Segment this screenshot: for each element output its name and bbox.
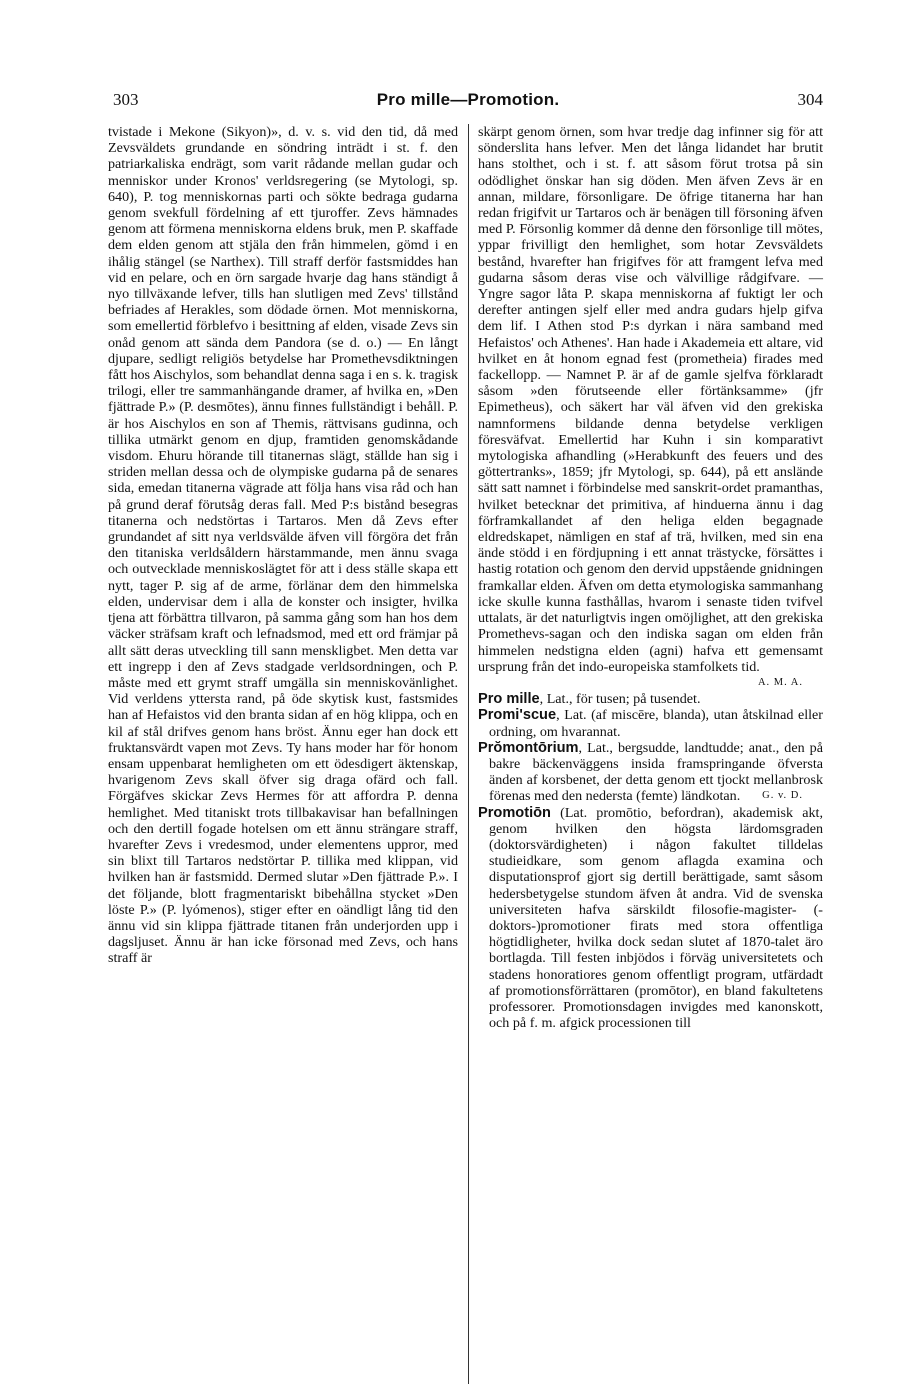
entry-promiscue bbox=[478, 707, 823, 739]
headword: Promi'scue bbox=[478, 707, 557, 724]
entry-promontorium bbox=[478, 740, 823, 805]
headword: Promotiōn bbox=[478, 804, 551, 821]
entry-text: , Lat. (af miscēre, blanda), utan åtskilnad eller ordning, om hvarannat. bbox=[489, 707, 823, 740]
running-title: Pro mille—Promotion. bbox=[376, 90, 560, 109]
continuation-signature: A. M. A. bbox=[757, 676, 803, 688]
continuation-text: skärpt genom örnen, som hvar tredje dag infinner sig för att sönderslita hans lefver. Men det långa lidandet har brutit hans stolthet, och i st. f. att såsom förut trotsa på sin odödlighet önskar han sig döden. Men äfven Zevs är en annan, mildare, försonligare. De öfrige titanerna har han redan frigifvit ur Tartaros och är benägen till försoning äfven med P. Försonlig kommer då denne den försonlige till mötes, yppar frivilligt den hemlighet, som hotar Zevsväldets bestånd, hvarefter han frigifves för att framgent lefva med gudarna såsom deras vise och välvillige rådgifvare. — Yngre sagor låta P. skapa menniskorna af fuktigt ler och derefter antingen sjelf eller med andra gudars hjelp gifva dem lif. I Athen stod P:s dyrkan i nära samband med Hefaistos' och Athenes'. Han hade i Akademeia ett altare, vid hvilket en åt honom egnad fest (prometheia) firades med fackellopp. — Namnet P. är af de gamle sjelfva förklaradt såsom »den förutseende eller förtänksamme» (jfr Epimetheus), och säkert har väl äfven vid den grekiska namnformens bildande denna betydelse verkligen föresväfvat. Emellertid har Kuhn i sin komparativt mytologiska afhandling (»Herabkunft des feuers und des göttertranks», 1859; jfr Mytologi, sp. 644), på ett ansländе sätt satt namnet i förbindelse med sanskrit-ordet pramanthas, hvilket betecknar det primitiva, af hinduerna ännu i dag förframkallandet af den heliga elden begagnade eldredskapet, nämligen en staf af trä, hvilken, med sin ena ände stödd i en fördjupning i ett annat trästycke, försättes i hastig rotation och genom den dervid uppstående gnidningen framkallar elden. Äfven om detta etymologiska sammanhang icke skulle kunna fasthållas, hvarom i senaste tiden tvifvel uttalats, är det naturligtvis ingen omöjlighet, att den grekiska Promethevs-sagan och den indiska sagan om elden från himmelen nedstigna elden (agni) hafva ett gemensamt ursprung från det indo-europeiska stamfolkets tid. bbox=[478, 124, 823, 675]
headword: Pro mille bbox=[478, 691, 540, 708]
page-header bbox=[113, 90, 823, 112]
left-column-text: tvistade i Mekone (Sikyon)», d. v. s. vid den tid, då med Zevsväldets grundande en söndring inträdt i st. f. den patriarkaliska endrägt, som varit rådande mellan gudar och menniskor under Kronos' verldsregering (se Mytologi, sp. 640), P. tog menniskornas parti och sökte bedraga gudarna genom svekfull fördelning af ett tjuroffer. Zevs hämnades genom att förmena menniskorna eldens bruk, men P. skaffade dem elden genom att stjäla den från himmelen, gömd i en ihålig stängel (se Narthex). Till straff derför fastsmiddes han vid en pelare, och en örn sargade hvarje dag hans ständigt å nyo tillväxande lefver, tills han slutligen med Zevs' tillstånd befriades af Herakles, som dödade örnen. Mot menniskorna, som emellertid förblefvo i besittning af elden, visade Zevs sin onåd genom att sända dem Pandora (se d. o.) — En långt djupare, sedligt religiös betydelse har Promethevsdiktningen fått hos Aischylos, som behandlat denna saga i en s. k. tragisk trilogi, eller tre sammanhängande dramer, af hvilka en, »Den fjättrade P.» (P. desmōtes), ännu finnes fullständigt i behåll. P. är hos Aischylos en son af Themis, rättvisans gudinna, och tillika utmärkt genom en djup, framtiden genomskådande visdom. Ehuru hörande till titanernas slägt, ställde han sig i striden mellan dessa och de olympiske gudarna på de senares sida, emedan titanerna vägrade att följa hans visa råd och han på grund deraf förutsåg deras fall. Med P:s bistånd besegras titanerna och nedstörtas i Tartaros. Men då Zevs efter grundandet af sitt nya verldsvälde äfven vill förgöra det från den titaniska verldsåldern härstammande, men ännu svaga och outvecklade menniskoslägtet för att i dess ställe skapa ett nytt, tager P. sig af de arme, förlänar dem den himmelska elden, undervisar dem i alla de konster och insigter, hvilka tjena att förbättra tillvaron, på samma gång som han hos dem väcker sträfsam kraft och lefnadsmod, med ett ord främjar på allt sätt deras utveckling till sann menskligbet. Men detta var ett ingrepp i den af Zevs stadgade verldsordningen, och P. måste med ett grymt straff umgälla sin menniskovänlighet. Vid verldens yttersta rand, på öde skytisk kust, fastsmides han af Hefaistos vid den branta sidan af en hög klippa, och en kil af stål drifves genom hans bröst. Ännu eger han dock ett fruktansvärdt vapen mot Zevs. Ty hans moder har för honom ensam uppenbarat hemligheten om ett ödesdigert äktenskap, hvarigenom Zevs skall öfver sig draga ofärd och fall. Förgäfves skickar Zevs Hermes för att affordra P. denna hemlighet. Med titaniskt trots tillbakavisar han befallningen och den dertill fogade hotelsen om ett ännu strängare straff, hvarefter Zevs i vredesmod, under elementens uppror, med sin blixt till Tartaros nedstörtar P. tillika med klippan, vid hvilken han är fastsmidd. Dermed slutar »Den fjättrade P.». I det följande, blott fragmentariskt bibehållna stycket »Den löste P.» (P. lyómenos), stiger efter en oändligt lång tid den ännu vid sin klippa fjättrade titanen från underjorden upp i dagsljuset. Ännu är han icke försonad med Zevs, och hans straff är bbox=[108, 124, 458, 967]
page-number-left: 303 bbox=[113, 90, 139, 109]
headword: Prŏmontōrium bbox=[478, 739, 579, 756]
entry-text: (Lat. promōtio, befordran), akademisk akt, genom hvilken den högsta lärdomsgraden (doktorsvärdigheten) i någon fakultet tilldelas studieidkare, som genom aflagda examina och disputationsprof gjort sig dertill berättigade, samt såsom hedersbetygelse stundom äfven åt andra. Vid de svenska universiteten hafva särskildt filosofie-magister- (-doktors-)promotioner firats med stora offentliga högtidligheter, hvilka dock sedan slutet af 1870-talet äro bortlagda. Till festen inbjödos i förväg universitetets och stadens honoratiores genom offentligt program, utfärdadt af promotionsförrättaren (promōtor), en bland fakultetens professorer. Promotionsdagen invigdes med kanonskott, och på f. m. afgick processionen till bbox=[489, 804, 823, 1032]
page-number-right: 304 bbox=[797, 90, 823, 109]
column-divider bbox=[468, 124, 469, 1384]
entry-promotion bbox=[478, 805, 823, 1032]
entry-signature: G. v. D. bbox=[762, 790, 803, 802]
entry-text: , Lat., bergsudde, landtudde; anat., den på bakre bäckenväggens insida framspringande öfversta änden af korsbenet, der detta genom ett tjockt mellanbrosk förenas med den nedersta (femte) ländkotan. bbox=[489, 739, 823, 805]
left-column bbox=[108, 124, 458, 967]
entry-pro-mille bbox=[478, 691, 823, 707]
right-column bbox=[478, 124, 823, 1031]
entry-text: , Lat., för tusen; på tusendet. bbox=[539, 691, 701, 708]
